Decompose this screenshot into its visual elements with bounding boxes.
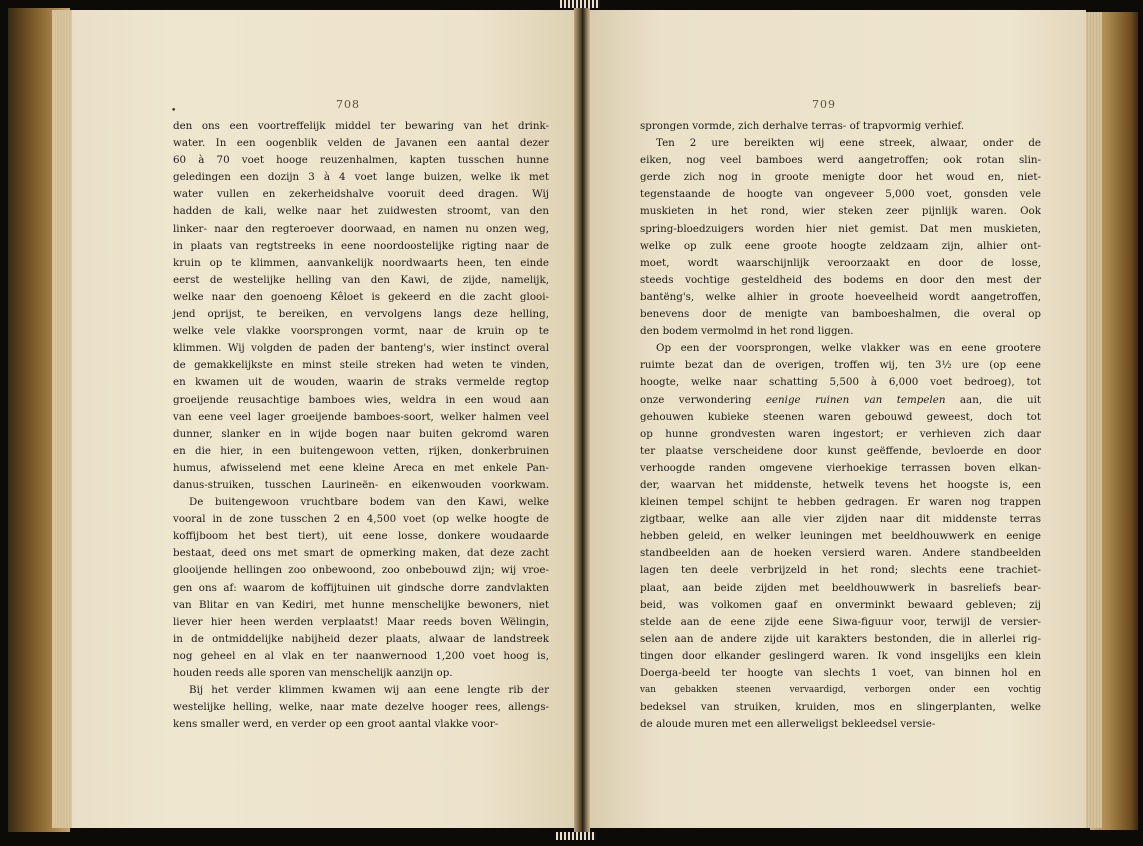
text-line: 60 à 70 voet hooge reuzenhalmen, kapten tusschen hunne: [173, 154, 549, 167]
text-line: lagen ten deele verbrijzeld in het rond; slechts eene trachiet-: [640, 564, 1041, 577]
text-line: houden reeds alle sporen van menschelijk aanzijn op.: [173, 667, 453, 679]
book-gutter: [574, 4, 590, 834]
text-line: Doerga-beeld ter hoogte van slechts 1 voet, van binnen hol en: [640, 667, 1041, 679]
text-line: tingen door elkander geslingerd waren. Ik vond insgelijks een klein: [640, 649, 1041, 662]
text-line: selen aan de andere zijde uit karakters bestonden, die in allerlei rig-: [640, 632, 1041, 645]
text-line: der, waarvan het middenste, hetwelk tevens het hoogste is, een: [640, 478, 1041, 491]
right-page: [586, 10, 1086, 828]
left-page: [72, 10, 578, 828]
text-line: danus-struiken, tusschen Laurineën- en eikenwouden voorkwam.: [173, 478, 549, 491]
spine-stitching-top: [560, 0, 600, 8]
text-line: groeijende reusachtige bamboes wies, weldra in een woud aan: [173, 393, 549, 406]
text-line: beid, was volkomen gaaf en onverminkt bewaard gebleven; zij: [640, 598, 1041, 611]
text-line: kleinen tempel schijnt te hebben gedragen. Er waren nog trappen: [640, 496, 1041, 509]
text-line: jend oprijst, te bereiken, en vervolgens langs deze helling,: [173, 308, 549, 321]
text-line: humus, afwisselend met eene kleine Areca en met enkele Pan-: [173, 461, 549, 474]
text-line: in plaats van regtstreeks in eene noordoostelijke rigting naar de: [173, 239, 549, 252]
text-line: gehouwen kubieke steenen waren gebouwd geweest, doch tot: [640, 410, 1041, 423]
right-page-number: 709: [812, 98, 836, 111]
text-line: plaat, aan beide zijden met beeldhouwwerk in basreliefs bear-: [640, 581, 1041, 594]
ink-speck: •: [171, 106, 177, 116]
text-line: onze verwondering eenige ruinen van tempelen aan, die uit: [640, 393, 1042, 406]
text-line: hebben geleid, en welker leuningen met beeldhouwwerk en eenige: [640, 530, 1041, 543]
text-line: westelijke helling, welke, naar mate dezelve hooger rees, allengs-: [173, 701, 549, 714]
text-line: glooijende hellingen zoo onbewoond, zoo onbebouwd zijn; wij vroe-: [173, 564, 549, 577]
text-line: verhoogde randen omgevene vierhoekige terrassen boven elkan-: [640, 461, 1041, 474]
text-line: geledingen een dozijn 3 à 4 voet lange buizen, welke ik met: [173, 171, 549, 184]
text-line: moet, wordt waarschijnlijk veroorzaakt en door de losse,: [640, 256, 1041, 269]
text-line: van gebakken steenen vervaardigd, verborgen onder een vochtig: [640, 685, 1041, 696]
text-line: dunner, slanker en in wijde bogen naar buiten gekromd waren: [173, 427, 549, 440]
text-line: de aloude muren met een allerweligst bekleedsel versie-: [640, 718, 936, 731]
text-line: Bij het verder klimmen kwamen wij aan eene lengte rib der: [189, 684, 549, 697]
text-line: koffijboom het best tiert), uit eene losse, donkere woudaarde: [173, 530, 549, 543]
text-line: spring-bloedzuigers worden hier niet gemist. Dat men muskieten,: [640, 222, 1041, 235]
text-line: van Blitar en van Kediri, met hunne menschelijke bewoners, niet: [173, 598, 549, 611]
text-line: den ons een voortreffelijk middel ter bewaring van het drink-: [173, 120, 549, 132]
text-line: klimmen. Wij volgden de paden der banteng's, wier instinct overal: [173, 342, 549, 355]
text-line: Ten 2 ure bereikten wij eene streek, alwaar, onder de: [656, 137, 1041, 150]
text-line: bedeksel van struiken, kruiden, mos en slingerplanten, welke: [640, 701, 1041, 714]
text-line: ter plaatse verscheidene door kunst geëffende, bevloerde en door: [640, 444, 1041, 457]
text-line: hadden de kali, welke naar het zuidwesten stroomt, van den: [173, 205, 549, 218]
text-line: welke op zulk eene groote hoogte zeldzaam zijn, alhier ont-: [640, 239, 1041, 252]
text-line: eiken, nog veel bamboes werd aangetroffen; ook rotan slin-: [640, 154, 1041, 167]
right-page-text: [640, 118, 1041, 733]
left-page-number: 708: [336, 98, 360, 111]
text-line: vooral in de zone tusschen 2 en 4,500 voet (op welke hoogte de: [173, 513, 549, 526]
text-line: stelde aan de eene zijde eene Siwa-figuur voor, terwijl de versier-: [640, 615, 1041, 628]
text-line: benevens door de menigte van bamboeshalmen, die overal op: [640, 308, 1041, 321]
text-line: linker- naar den regteroever doorwaad, en namen nu onzen weg,: [173, 222, 549, 235]
text-line: Op een der voorsprongen, welke vlakker was en eene grootere: [656, 342, 1041, 355]
text-line: in de ontmiddelijke nabijheid dezer plaats, alwaar de landstreek: [173, 632, 549, 645]
text-line: sprongen vormde, zich derhalve terras- of trapvormig verhief.: [640, 120, 965, 132]
text-line: bestaat, deed ons met smart de opmerking maken, dat deze zacht: [173, 547, 549, 560]
text-line: De buitengewoon vruchtbare bodem van den Kawi, welke: [189, 496, 549, 509]
text-line: liever hier heen werden verplaatst! Maar reeds boven Wëlingin,: [173, 615, 549, 628]
text-line: eerst de westelijke helling van den Kawi, de zijde, namelijk,: [173, 273, 549, 286]
text-line: steeds vochtige gesteldheid des bodems en door den mest der: [640, 273, 1041, 286]
left-page-text: [173, 118, 549, 733]
text-line: standbeelden aan de hoeken versierd waren. Andere standbeelden: [640, 547, 1041, 560]
text-line: en die hier, in een buitengewoon vetten, rijken, donkerbruinen: [173, 444, 549, 457]
left-page-edges: [52, 10, 74, 828]
text-line: op hunne grondvesten waren ingestort; er verhieven zich daar: [640, 427, 1041, 440]
text-line: water. In een oogenblik velden de Javanen een aantal dezer: [173, 137, 549, 150]
text-line: welke vele vlakke voorsprongen vormt, naar de kruin op te: [173, 325, 549, 338]
text-line: hoogte, welke naar schatting 5,500 à 6,000 voet bedroeg), tot: [640, 376, 1041, 389]
text-line: en kwamen uit de wouden, waarin de straks vermelde regtop: [173, 376, 549, 389]
text-line: tegenstaande de hoogte van ongeveer 5,000 voet, gonsden vele: [640, 188, 1041, 201]
text-line: welke naar den goenoeng Kêloet is gekeerd en die zacht glooi-: [173, 290, 549, 303]
text-line: bantëng's, welke alhier in groote hoeveelheid wordt aangetroffen,: [640, 290, 1041, 303]
text-line: ruimte bezat dan de overigen, troffen wij, ten 3½ ure (op eene: [640, 359, 1041, 372]
text-line: de gemakkelijkste en minst steile streken had weten te vinden,: [173, 359, 549, 372]
text-line: gen ons af: waarom de koffijtuinen uit gindsche dorre zandvlakten: [173, 581, 549, 594]
text-line: water vullen en zekerheidshalve vooruit deed dragen. Wij: [173, 188, 549, 201]
text-line: van eene veel lager groeijende bamboes-soort, welker halmen veel: [173, 410, 549, 423]
spine-stitching-bottom: [556, 832, 596, 840]
text-line: kens smaller werd, en verder op een groot aantal vlakke voor-: [173, 718, 499, 731]
text-line: den bodem vermolmd in het rond liggen.: [640, 325, 854, 338]
text-line: gerde zich nog in groote menigte door het woud en, niet-: [640, 171, 1041, 184]
text-line: muskieten in het rond, wier steken zeer pijnlijk waren. Ook: [640, 205, 1041, 218]
text-line: zigtbaar, welke aan alle vier zijden naar dit middenste terras: [640, 513, 1041, 526]
text-line: kruin op te klimmen, aanvankelijk noordwaarts heen, ten einde: [173, 256, 549, 269]
text-line: nog geheel en al vlak en ter naanwernood 1,200 voet hoog is,: [173, 649, 549, 662]
